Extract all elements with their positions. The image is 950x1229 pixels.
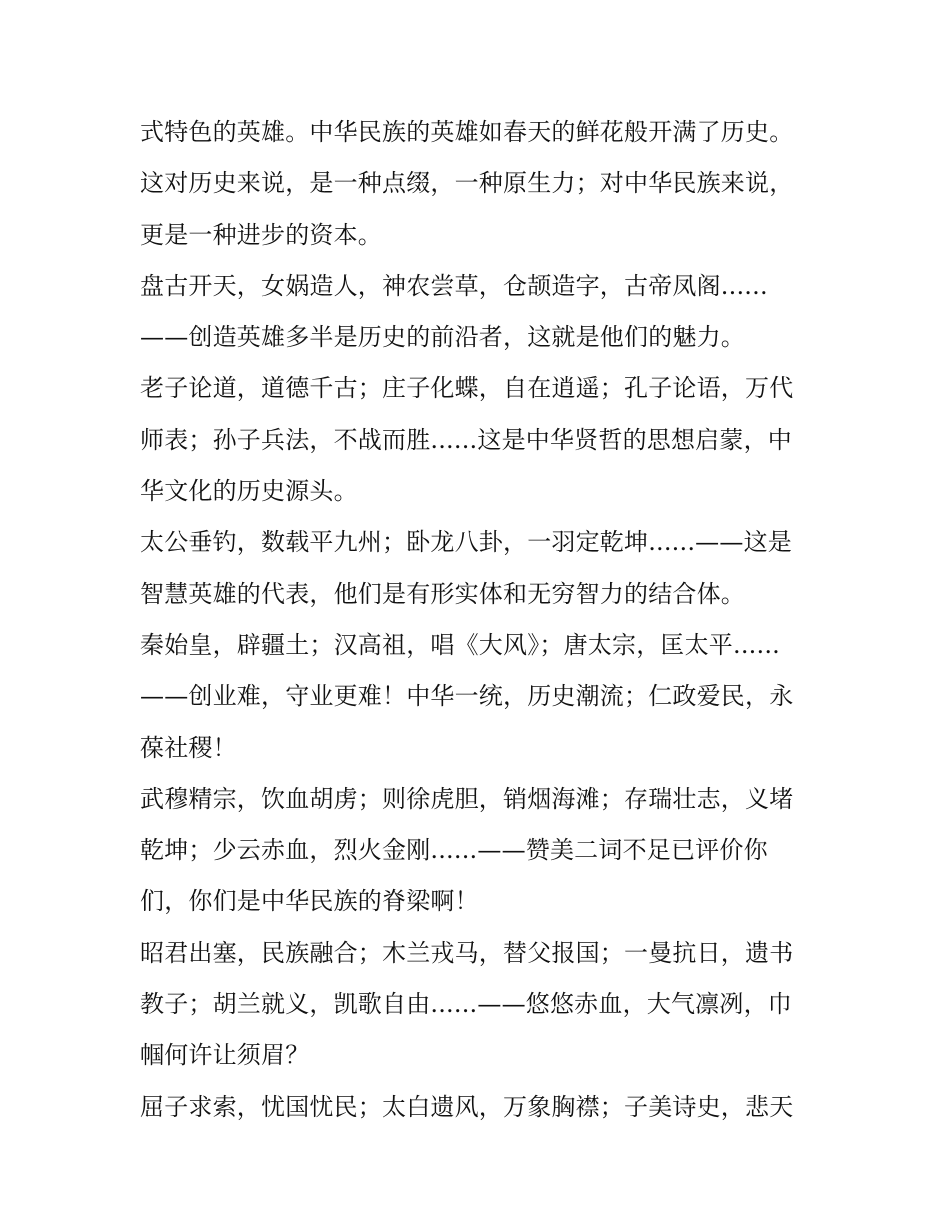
text-line: 昭君出塞，民族融合；木兰戎马，替父报国；一曼抗日，遗书 [140, 938, 794, 967]
text-line: 们，你们是中华民族的脊梁啊！ [140, 887, 479, 916]
text-line: 帼何许让须眉？ [140, 1041, 310, 1070]
text-line: 秦始皇，辟疆土；汉高祖，唱《大风》；唐太宗，匡太平...... [140, 630, 780, 659]
text-line: 武穆精宗，饮血胡虏；则徐虎胆，销烟海滩；存瑞壮志，义堵 [140, 784, 794, 813]
text-line: 盘古开天，女娲造人，神农尝草，仓颉造字，古帝凤阁...... [140, 271, 768, 300]
document-body [140, 107, 820, 1133]
text-line: 屈子求索，忧国忧民；太白遗风，万象胸襟；子美诗史，悲天 [140, 1092, 794, 1121]
text-line: 师表；孙子兵法，不战而胜......这是中华贤哲的思想启蒙，中 [140, 425, 792, 454]
text-line: ——创造英雄多半是历史的前沿者，这就是他们的魅力。 [140, 323, 745, 352]
text-line: 式特色的英雄。中华民族的英雄如春天的鲜花般开满了历史。 [140, 118, 794, 146]
text-line: 这对历史来说，是一种点缀，一种原生力；对中华民族来说， [140, 169, 794, 198]
text-line: 智慧英雄的代表，他们是有形实体和无穷智力的结合体。 [140, 579, 745, 608]
text-line: 教子；胡兰就义，凯歌自由......——悠悠赤血，大气凛冽，巾 [140, 990, 792, 1019]
text-line: 乾坤；少云赤血，烈火金刚......——赞美二词不足已评价你 [140, 836, 768, 865]
text-line: ——创业难，守业更难！中华一统，历史潮流；仁政爱民，永 [140, 682, 794, 711]
text-line: 太公垂钓，数载平九州；卧龙八卦，一羽定乾坤......——这是 [140, 528, 792, 557]
text-line: 老子论道，道德千古；庄子化蝶，自在逍遥；孔子论语，万代 [140, 374, 794, 403]
text-line: 葆社稷！ [140, 733, 237, 762]
text-line: 更是一种进步的资本。 [140, 220, 382, 249]
text-line: 华文化的历史源头。 [140, 477, 358, 506]
